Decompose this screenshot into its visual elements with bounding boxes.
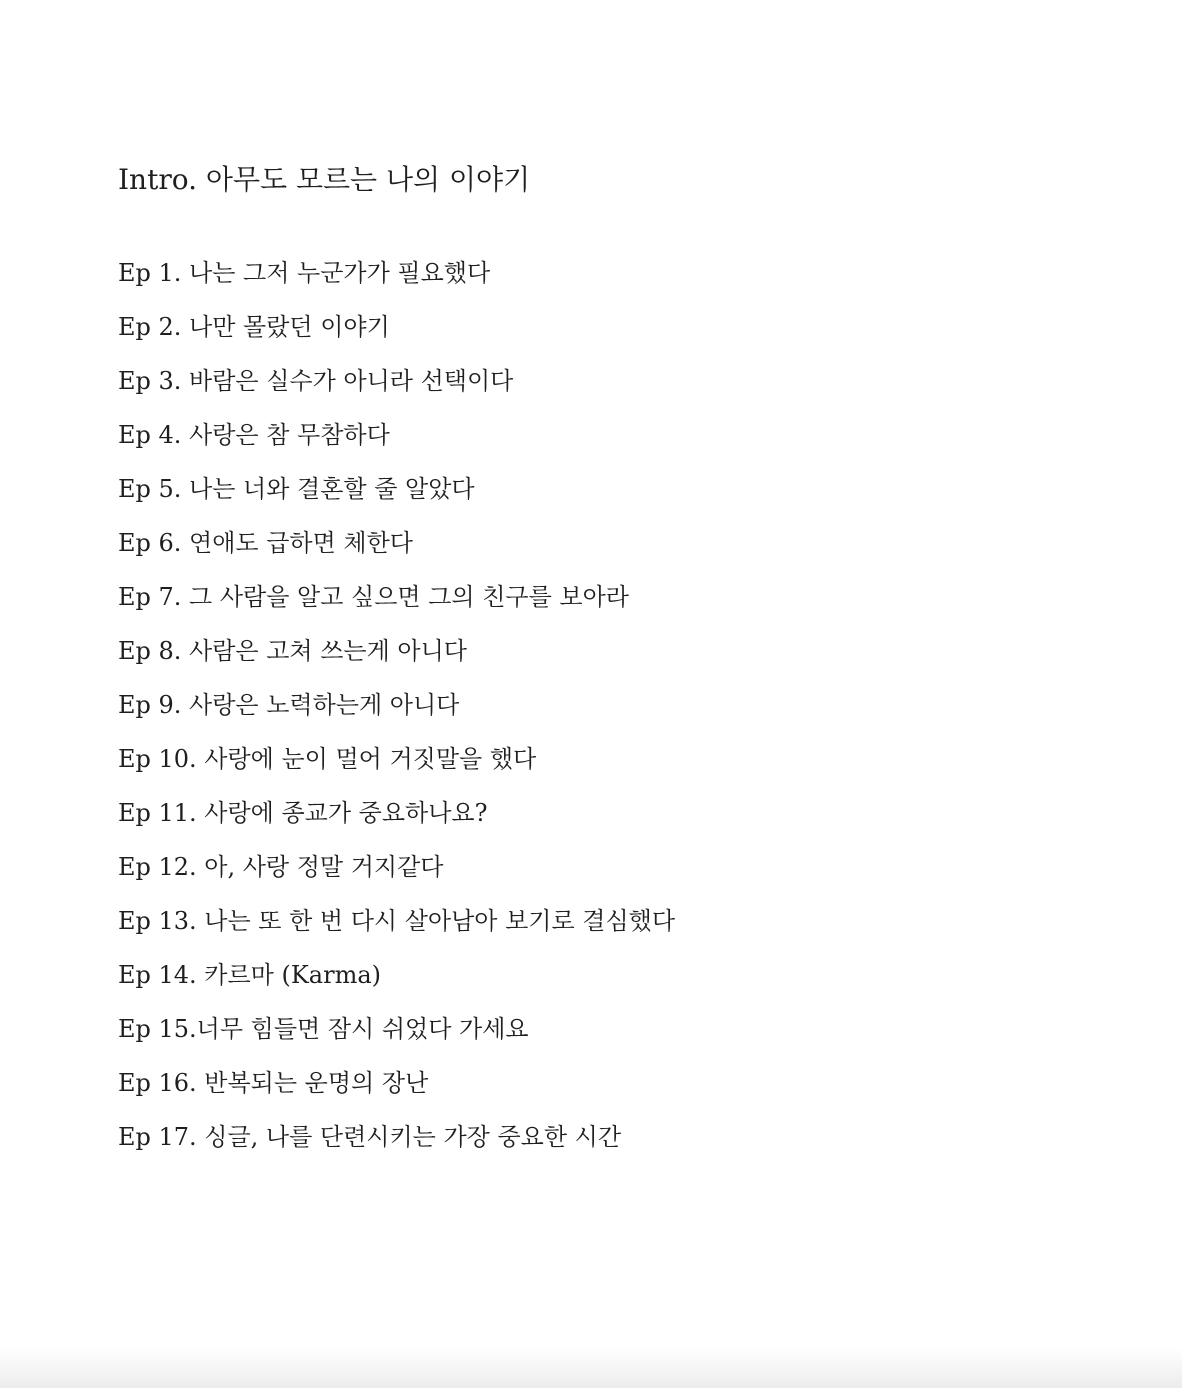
episode-item-13: Ep 13. 나는 또 한 번 다시 살아남아 보기로 결심했다: [118, 907, 676, 935]
episode-item-9: Ep 9. 사랑은 노력하는게 아니다: [118, 691, 460, 719]
episode-item-11: Ep 11. 사랑에 종교가 중요하나요?: [118, 799, 488, 827]
episode-item-12: Ep 12. 아, 사랑 정말 거지같다: [118, 853, 444, 881]
episode-item-3: Ep 3. 바람은 실수가 아니라 선택이다: [118, 367, 514, 395]
episode-item-6: Ep 6. 연애도 급하면 체한다: [118, 529, 413, 557]
episode-item-14: Ep 14. 카르마 (Karma): [118, 961, 381, 989]
episode-item-1: Ep 1. 나는 그저 누군가가 필요했다: [118, 259, 491, 287]
episode-item-4: Ep 4. 사랑은 참 무참하다: [118, 421, 390, 449]
episode-item-16: Ep 16. 반복되는 운명의 장난: [118, 1069, 429, 1097]
episode-item-2: Ep 2. 나만 몰랐던 이야기: [118, 313, 390, 341]
episode-item-5: Ep 5. 나는 너와 결혼할 줄 알았다: [118, 475, 475, 503]
bottom-page-shadow: [0, 1348, 1182, 1388]
episode-list: [118, 246, 675, 1164]
intro-title: Intro. 아무도 모르는 나의 이야기: [118, 163, 531, 196]
episode-item-15: Ep 15.너무 힘들면 잠시 쉬었다 가세요: [118, 1015, 529, 1043]
episode-item-10: Ep 10. 사랑에 눈이 멀어 거짓말을 했다: [118, 745, 537, 773]
table-of-contents: [118, 160, 1018, 1151]
episode-item-7: Ep 7. 그 사람을 알고 싶으면 그의 친구를 보아라: [118, 583, 629, 611]
episode-item-8: Ep 8. 사람은 고쳐 쓰는게 아니다: [118, 637, 467, 665]
episode-item-17: Ep 17. 싱글, 나를 단련시키는 가장 중요한 시간: [118, 1123, 622, 1151]
